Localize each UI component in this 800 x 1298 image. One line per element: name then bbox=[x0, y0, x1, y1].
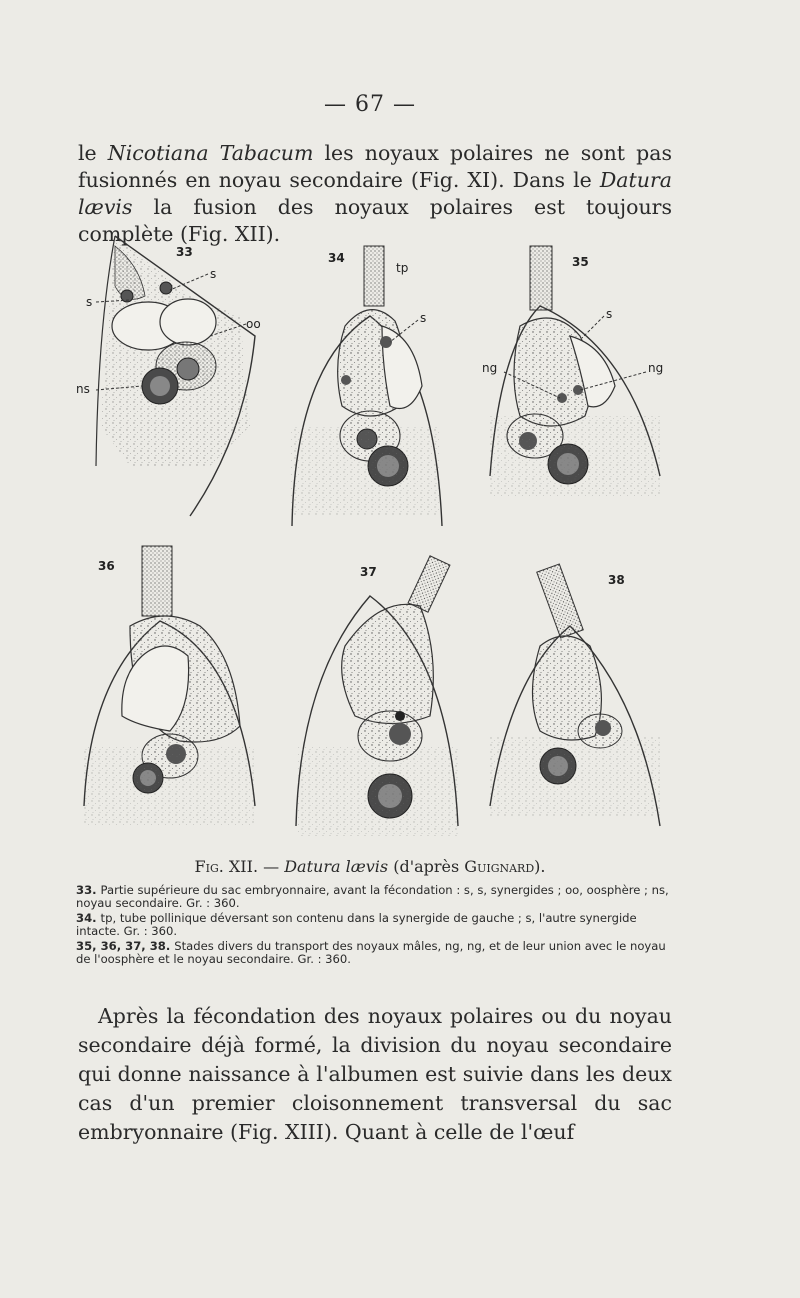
fig-num-34: 34 bbox=[328, 251, 345, 265]
legend-text: tp, tube pollinique déversant son contenu dans la synergide de gauche ; s, l'autre synergide intacte. Gr. : 360. bbox=[76, 911, 637, 938]
label-s-35: s bbox=[606, 307, 613, 321]
label-s-34: s bbox=[420, 311, 427, 325]
figure-38 bbox=[490, 564, 660, 826]
label-s-33b: s bbox=[86, 295, 93, 309]
legend-item-34 bbox=[76, 912, 672, 938]
figure-33 bbox=[76, 236, 261, 516]
species-datura: Datura lævis bbox=[78, 168, 672, 219]
figure-37 bbox=[296, 556, 458, 836]
caption-author: Guignard bbox=[464, 857, 535, 876]
page-number: — 67 — bbox=[324, 92, 416, 117]
figure-36 bbox=[84, 546, 255, 826]
intro-part-2: les noyaux polaires ne sont pas fusionnés en noyau secondaire (Fig. XI). Dans le bbox=[78, 141, 672, 192]
label-tp-34: tp bbox=[396, 261, 409, 275]
figure-34 bbox=[290, 246, 442, 526]
legend-text: Stades divers du transport des noyaux mâles, ng, ng, et de leur union avec le noyau de l'oosphère et le noyau secondaire. Gr. : 360. bbox=[76, 939, 666, 966]
label-ng-35a: ng bbox=[482, 361, 498, 375]
figure-plate-drawing bbox=[70, 226, 690, 846]
label-oo-33: oo bbox=[246, 317, 261, 331]
caption-prefix: Fig. XII. — bbox=[194, 857, 285, 876]
legend-item-33 bbox=[76, 884, 672, 910]
fig-num-33: 33 bbox=[176, 245, 193, 259]
figure-legend bbox=[76, 884, 672, 968]
caption-species: Datura lævis bbox=[284, 857, 389, 876]
fig-num-38: 38 bbox=[608, 573, 625, 587]
figure-plate bbox=[70, 226, 690, 846]
legend-item-35-38 bbox=[76, 940, 672, 966]
fig-num-36: 36 bbox=[98, 559, 115, 573]
label-s-33a: s bbox=[210, 267, 217, 281]
figure-caption bbox=[0, 857, 740, 876]
caption-suffix: (d'après bbox=[388, 857, 465, 876]
fig-num-37: 37 bbox=[360, 565, 377, 579]
body-paragraph: Après la fécondation des noyaux polaires ou du noyau secondaire déjà formé, la division du noyau secondaire qui donne naissance à l'albumen est suivie dans les deux cas d'un premier cloisonnement transversal du sac embryonnaire (Fig. XIII). Quant à celle de l'œuf bbox=[78, 1004, 672, 1144]
fig-num-35: 35 bbox=[572, 255, 589, 269]
legend-num: 35, 36, 37, 38. bbox=[76, 939, 171, 953]
legend-num: 33. bbox=[76, 883, 97, 897]
label-ns-33: ns bbox=[76, 382, 90, 396]
caption-end: ). bbox=[534, 857, 546, 876]
label-ng-35b: ng bbox=[648, 361, 664, 375]
legend-num: 34. bbox=[76, 911, 97, 925]
legend-text: Partie supérieure du sac embryonnaire, avant la fécondation : s, s, synergides ; oo, oosphère ; ns, noyau secondaire. Gr. : 360. bbox=[76, 883, 669, 910]
intro-part-3: la fusion des noyaux polaires est toujours complète (Fig. XII). bbox=[78, 195, 672, 246]
intro-part-1: le bbox=[78, 141, 108, 165]
species-nicotiana: Nicotiana Tabacum bbox=[107, 141, 314, 165]
figure-35 bbox=[482, 246, 663, 496]
